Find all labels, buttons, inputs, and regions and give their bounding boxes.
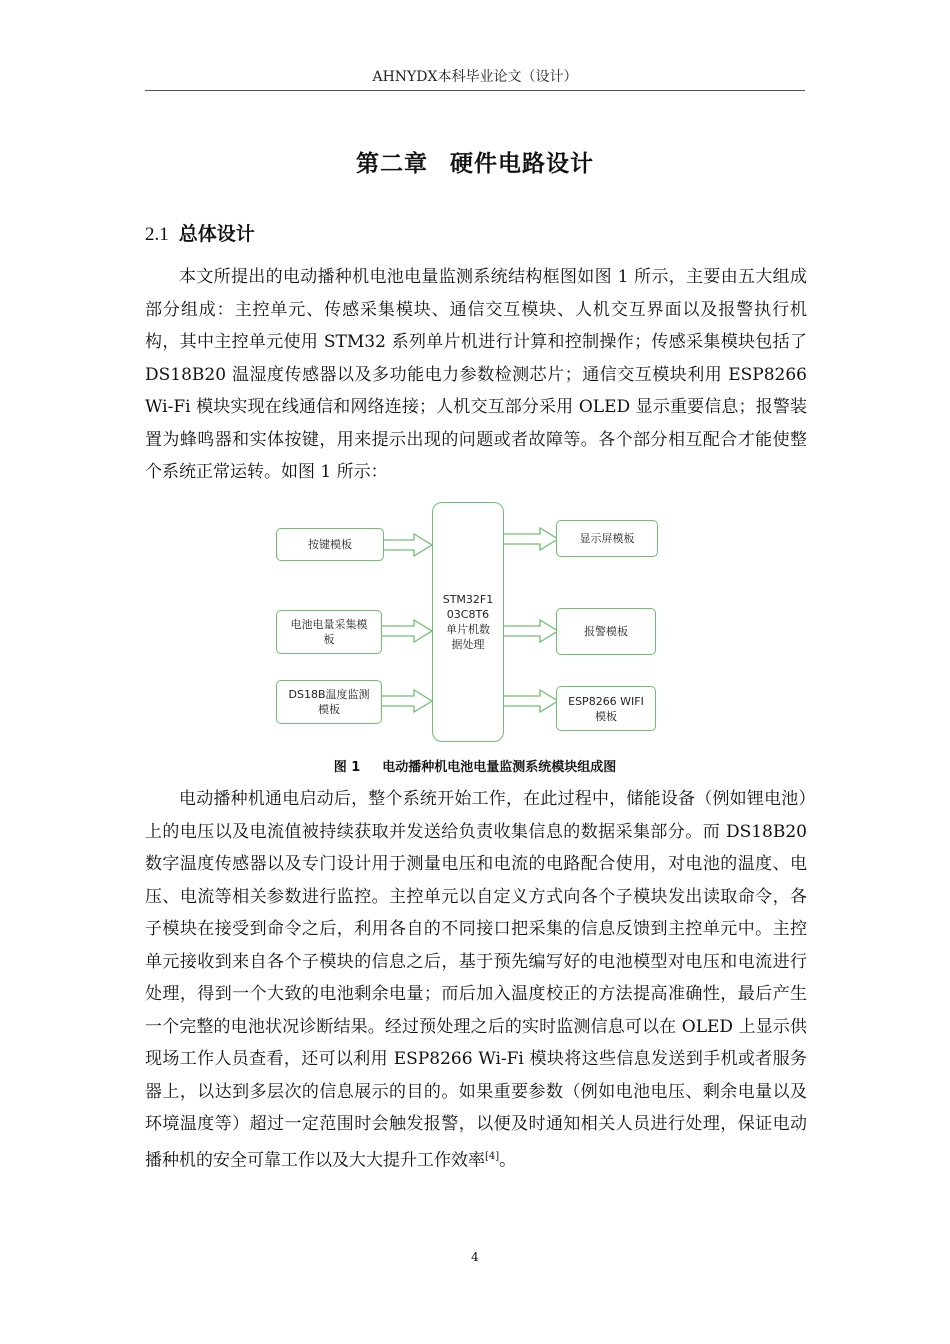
arrow-mcu-to-alarm [503,620,558,642]
running-header: AHNYDX本科毕业论文（设计） [372,69,578,85]
body-paragraph-2-text: 电动播种机通电启动后，整个系统开始工作，在此过程中，储能设备（例如锂电池）上的电压以及电流值被持续获取并发送给负责收集信息的数据采集部分。而 DS18B20 数字温度传感器以及专门设计用于测量电压和电流的电路配合使用，对电池的温度、电压、电流等相关参数进行监控。主控单元以自定义方式向各个子模块发出读取命令，各子模块在接受到命令之后，利用各自的不同接口把采集的信息反馈到主控单元中。主控单元接收到来自各个子模块的信息之后，基于预先编写好的电池模型对电压和电流进行处理，得到一个大致的电池剩余电量；而后加入温度校正的方法提高准确性，最后产生一个完整的电池状况诊断结果。经过预处理之后的实时监测信息可以在 OLED 上显示供现场工作人员查看，还可以利用 ESP8266 Wi-Fi 模块将这些信息发送到手机或者服务器上，以达到多层次的信息展示的目的。如果重要参数（例如电池电压、剩余电量以及环境温度等）超过一定范围时会触发报警，以便及时通知相关人员进行处理，保证电动播种机的安全可靠工作以及大大提升工作效率 [145,789,807,1171]
arrow-battery-to-mcu [380,620,432,642]
figure-caption-text: 电动播种机电池电量监测系统模块组成图 [382,760,617,775]
figure-caption [0,756,950,775]
chapter-number: 第二章 [356,151,428,177]
chapter-name: 硬件电路设计 [450,151,594,177]
header-rule [145,90,805,91]
body-paragraph-1: 本文所提出的电动播种机电池电量监测系统结构框图如图 1 所示，主要由五大组成部分组成：主控单元、传感采集模块、通信交互模块、人机交互界面以及报警执行机构，其中主控单元使用 STM32 系列单片机进行计算和控制操作；传感采集模块包括了 DS18B20 温湿度传感器以及多功能电力参数检测芯片；通信交互模块利用 ESP8266 Wi-Fi 模块实现在线通信和网络连接；人机交互部分采用 OLED 显示重要信息；报警装置为蜂鸣器和实体按键，用来提示出现的问题或者故障等。各个部分相互配合才能使整个系统正常运转。如图 1 所示： [145,267,807,482]
section-heading [145,219,255,246]
chapter-title [0,145,950,178]
paragraph-end-mark: 。 [499,1150,517,1171]
input-keys-module: 按键模板 [276,528,384,561]
citation-ref[interactable]: [4] [485,1150,500,1162]
arrow-mcu-to-display [503,528,558,550]
figure-number: 图 1 [333,760,361,775]
body-paragraph-2 [145,783,807,1177]
input-battery-module: 电池电量采集模 板 [276,610,382,654]
output-display-module: 显示屏模板 [556,520,658,557]
output-alarm-module: 报警模板 [556,608,656,655]
arrow-temp-to-mcu [376,690,432,712]
page-number: 4 [471,1250,479,1264]
arrow-mcu-to-wifi [503,690,558,712]
section-title: 总体设计 [178,223,255,245]
block-diagram [270,498,665,746]
mcu-block: STM32F1 03C8T6 单片机数 据处理 [432,502,504,742]
input-temperature-module: DS18B温度监测 模板 [276,680,382,724]
section-number: 2.1 [145,224,169,245]
output-wifi-module: ESP8266 WIFI 模板 [556,686,656,731]
